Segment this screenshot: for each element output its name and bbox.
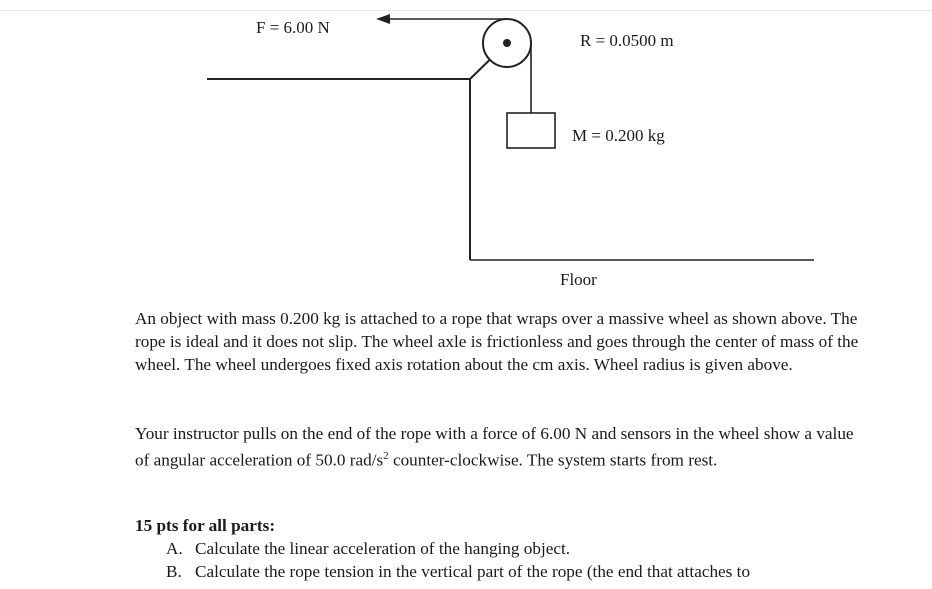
paragraph-2-text-start: Your instructor pulls on the end of the rope with a force of 6.00 N and sensors in the wheel show a value of angular acceleration of 50.0 rad/s bbox=[135, 424, 854, 470]
radius-label: R = 0.0500 m bbox=[580, 31, 674, 50]
list-item bbox=[166, 537, 750, 560]
wheel-axle bbox=[503, 39, 511, 47]
floor-label: Floor bbox=[560, 270, 597, 289]
list-item bbox=[166, 560, 750, 583]
exponent: 2 bbox=[383, 450, 389, 462]
problem-paragraph-2 bbox=[135, 422, 865, 472]
force-arrow-head bbox=[376, 14, 390, 24]
parts-list bbox=[166, 537, 750, 583]
hanging-mass bbox=[507, 113, 555, 148]
parts-heading: 15 pts for all parts: bbox=[135, 516, 276, 535]
part-letter: A. bbox=[166, 539, 183, 558]
force-label: F = 6.00 N bbox=[256, 18, 330, 37]
paragraph-2-text-end: counter-clockwise. The system starts from rest. bbox=[388, 450, 718, 470]
part-text: Calculate the linear acceleration of the hanging object. bbox=[195, 539, 571, 558]
problem-paragraph-1: An object with mass 0.200 kg is attached to a rope that wraps over a massive wheel as shown above. The rope is ideal and it does not slip. The wheel axle is frictionless and goes through the center of mass of the wheel. The wheel undergoes fixed axis rotation about the cm axis. Wheel radius is given above. bbox=[135, 309, 859, 374]
part-letter: B. bbox=[166, 562, 182, 581]
mass-label: M = 0.200 kg bbox=[572, 126, 665, 145]
part-text: Calculate the rope tension in the vertical part of the rope (the end that attaches to bbox=[195, 562, 751, 581]
